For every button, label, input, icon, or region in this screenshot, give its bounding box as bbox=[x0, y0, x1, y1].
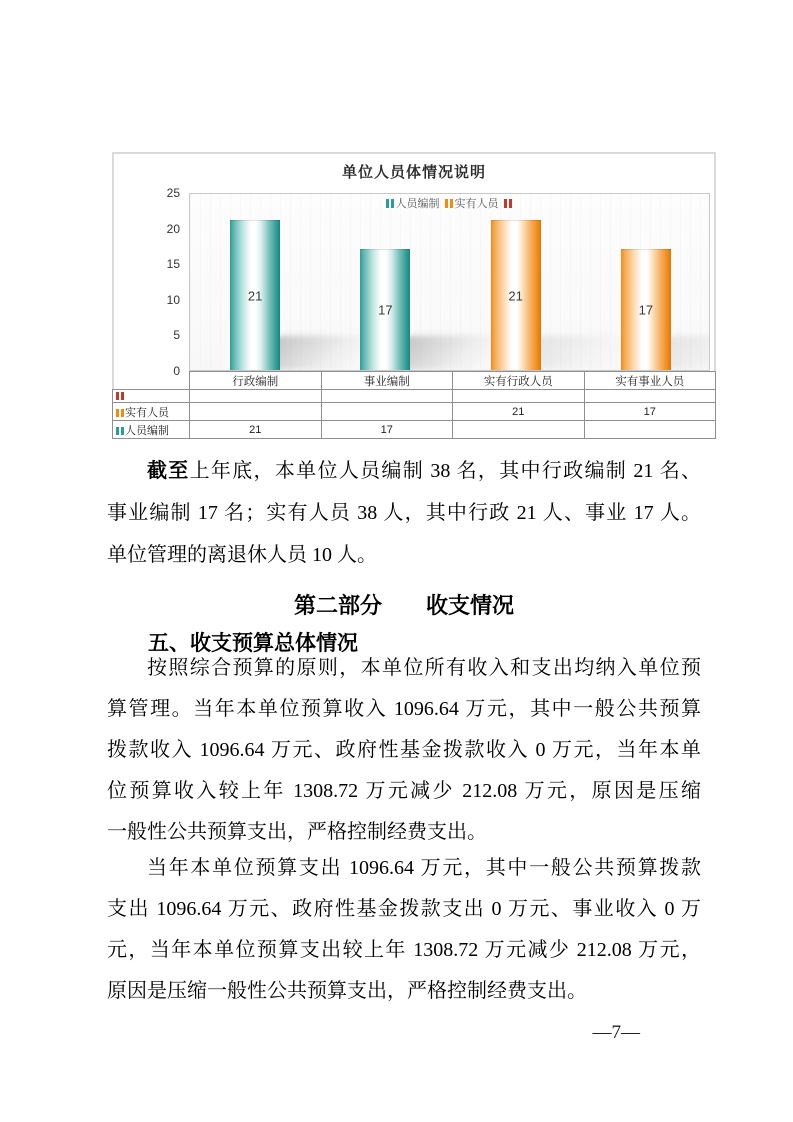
table-cell: 21 bbox=[453, 403, 585, 421]
red-bars-icon bbox=[504, 199, 512, 208]
section5-heading: 五、收支预算总体情况 bbox=[148, 632, 358, 655]
legend-item-shiyourenyuan bbox=[445, 195, 499, 211]
y-axis-tick-label: 20 bbox=[166, 221, 180, 236]
body-line: 原因是压缩一般性公共预算支出，严格控制经费支出。 bbox=[107, 980, 587, 1002]
part2-heading: 第二部分 收支情况 bbox=[293, 593, 514, 618]
row-label-cell: 人员编制 bbox=[113, 421, 190, 439]
body-line: 事业编制 17 名；实有人员 38 人，其中行政 21 人、事业 17 人。 bbox=[107, 502, 701, 524]
table-cell bbox=[453, 390, 585, 403]
teal-bars-icon bbox=[386, 199, 394, 208]
table-cell bbox=[321, 403, 453, 421]
y-axis-tick-label: 25 bbox=[166, 186, 180, 200]
body-line: 按照综合预算的原则，本单位所有收入和支出均纳入单位预 bbox=[147, 657, 701, 679]
teal-bars-icon bbox=[116, 427, 124, 435]
body-line: 单位管理的离退休人员 10 人。 bbox=[107, 544, 377, 566]
table-cell: 17 bbox=[584, 403, 716, 421]
plot-area bbox=[189, 193, 710, 371]
bar-value-label: 21 bbox=[508, 288, 523, 304]
chart-data-table bbox=[112, 371, 716, 439]
legend-item-renyuanbianzhi bbox=[386, 195, 440, 211]
table-cell bbox=[321, 390, 453, 403]
bar-实有事业人员 bbox=[621, 249, 671, 370]
personnel-chart bbox=[112, 152, 716, 439]
table-cell: 21 bbox=[190, 421, 322, 439]
y-axis-tick-label: 0 bbox=[173, 364, 180, 378]
page-number: —7— bbox=[592, 1022, 640, 1043]
red-bars-icon bbox=[116, 392, 124, 400]
table-row bbox=[113, 403, 716, 421]
table-cell bbox=[584, 421, 716, 439]
body-line: 当年本单位预算支出 1096.64 万元，其中一般公共预算拨款 bbox=[147, 857, 701, 879]
body-line: 截至上年底，本单位人员编制 38 名，其中行政编制 21 名、 bbox=[147, 460, 702, 482]
body-line: 位预算收入较上年 1308.72 万元减少 212.08 万元，原因是压缩 bbox=[107, 780, 701, 802]
body-line: 拨款收入 1096.64 万元、政府性基金拨款收入 0 万元，当年本单 bbox=[107, 739, 701, 761]
bar-value-label: 21 bbox=[247, 288, 263, 304]
table-row bbox=[113, 390, 716, 403]
body-line: 元，当年本单位预算支出较上年 1308.72 万元减少 212.08 万元， bbox=[107, 939, 701, 961]
bar-事业编制 bbox=[360, 249, 410, 370]
column-header: 实有事业人员 bbox=[584, 372, 716, 390]
table-corner-cell bbox=[113, 372, 190, 390]
chart-title: 单位人员体情况说明 bbox=[341, 164, 486, 181]
legend-item-unnamed bbox=[504, 199, 514, 208]
table-cell bbox=[453, 421, 585, 439]
legend-label: 实有人员 bbox=[454, 198, 499, 210]
table-cell bbox=[584, 390, 716, 403]
orange-bars-icon bbox=[445, 199, 453, 208]
paragraph-lead-bold: 截至 bbox=[147, 460, 190, 482]
row-label-cell bbox=[113, 390, 190, 403]
column-header: 实有行政人员 bbox=[453, 372, 585, 390]
orange-bars-icon bbox=[116, 409, 124, 417]
table-cell: 17 bbox=[321, 421, 453, 439]
body-line: 支出 1096.64 万元、政府性基金拨款支出 0 万元、事业收入 0 万 bbox=[107, 898, 701, 920]
body-line: 一般性公共预算支出，严格控制经费支出。 bbox=[107, 821, 487, 843]
table-row bbox=[113, 421, 716, 439]
column-header: 事业编制 bbox=[321, 372, 453, 390]
y-axis-tick-label: 10 bbox=[166, 292, 180, 307]
bar-value-label: 17 bbox=[638, 302, 654, 318]
row-label-cell: 实有人员 bbox=[113, 403, 190, 421]
table-header-row bbox=[113, 372, 716, 390]
bar-实有行政人员 bbox=[491, 220, 541, 370]
column-header: 行政编制 bbox=[190, 372, 322, 390]
table-cell bbox=[190, 403, 322, 421]
legend-label: 人员编制 bbox=[395, 198, 440, 210]
y-axis-tick-label: 5 bbox=[173, 328, 180, 343]
chart-legend bbox=[190, 195, 709, 211]
y-axis-tick-label: 15 bbox=[166, 257, 180, 272]
bar-行政编制 bbox=[230, 220, 280, 370]
table-cell bbox=[190, 390, 322, 403]
body-line: 算管理。当年本单位预算收入 1096.64 万元，其中一般公共预算 bbox=[107, 698, 701, 720]
bar-value-label: 17 bbox=[378, 302, 393, 318]
